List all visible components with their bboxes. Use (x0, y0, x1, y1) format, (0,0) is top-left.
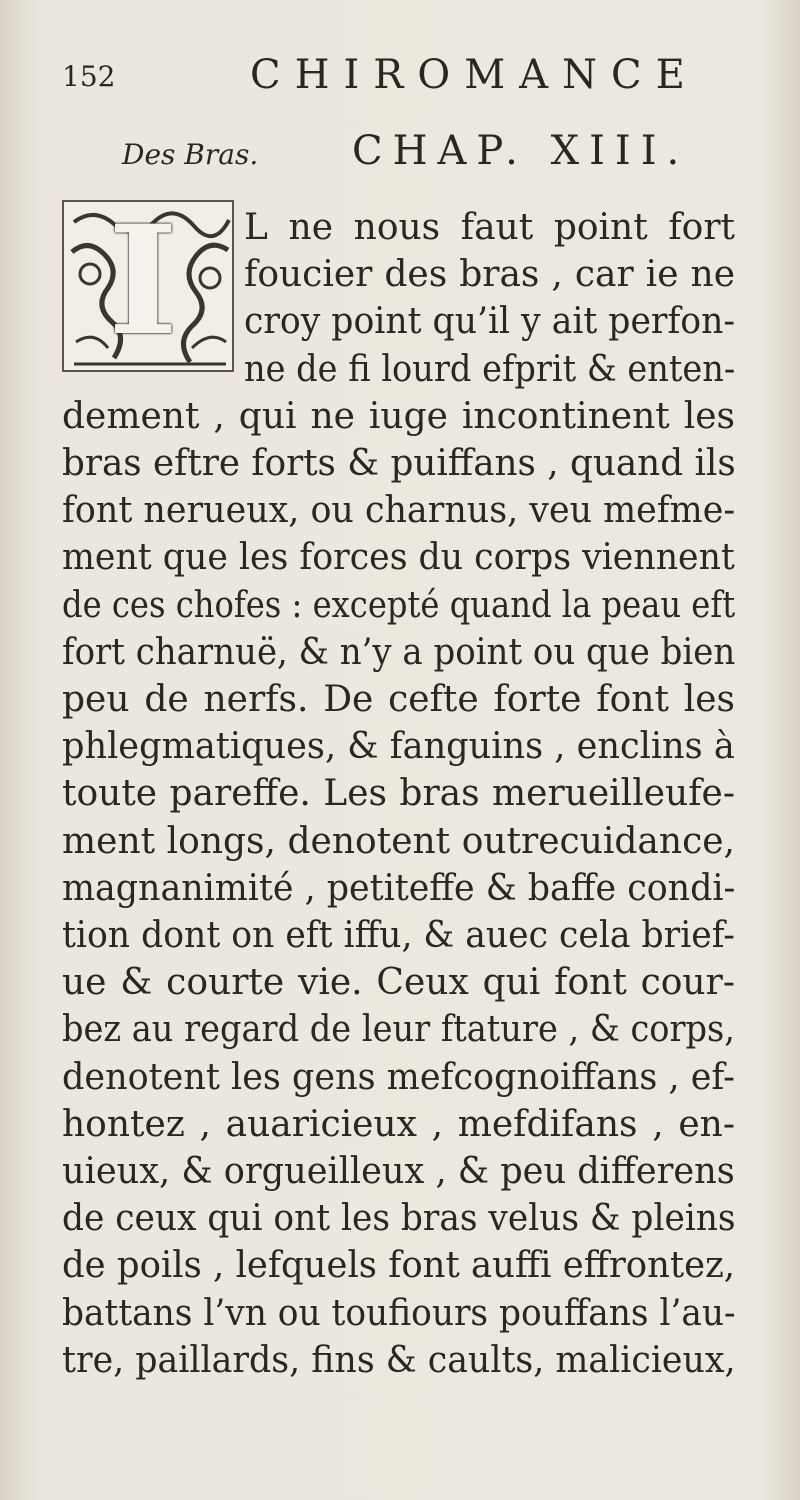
text-line: denotent les gens mefcognoiffans , ef- (62, 1056, 735, 1098)
book-title: CHIROMANCE (250, 52, 699, 98)
chapter-title: CHAP. XIII. (352, 128, 690, 174)
text-line: ue & courte vie. Ceux qui font cour- (62, 962, 735, 1004)
text-line: foucier des bras , car ie ne (244, 254, 735, 296)
text-line: de ceux qui ont les bras velus & pleins (62, 1198, 736, 1240)
text-line: de poils , lefquels font auffi effrontez, (62, 1245, 736, 1287)
chapter-heading (122, 128, 722, 184)
text-line: tion dont on eft iffu, & auec cela brief- (62, 915, 736, 956)
text-line: ment que les forces du corps viennent (62, 537, 735, 579)
text-line: dement , qui ne iuge incontinent les (62, 395, 735, 437)
text-line: phlegmatiques, & fanguins , enclins à (62, 726, 735, 768)
text-line: ment longs, denotent outrecuidance, (62, 820, 735, 862)
text-line: uieux, & orgueilleux , & peu differens (62, 1151, 735, 1192)
running-head (62, 52, 762, 108)
text-line: L ne nous faut point fort (244, 207, 735, 248)
text-line: croy point qu’il y ait perfon- (244, 301, 736, 343)
text-line: magnanimité , petiteffe & baffe condi- (62, 867, 736, 909)
text-line: hontez , auaricieux , mefdifans , en- (62, 1103, 735, 1145)
text-line: peu de nerfs. De cefte forte font les (62, 679, 735, 720)
text-line: ne de fi lourd efprit & enten- (244, 348, 736, 390)
text-line: de ces chofes : excepté quand la peau eft (62, 584, 736, 626)
page-number: 152 (62, 60, 116, 93)
initial-letter: I (108, 200, 179, 369)
text-line: bras eftre forts & puiffans , quand ils (62, 443, 736, 484)
text-line: tre, paillards, fins & caults, malicieux, (62, 1339, 736, 1381)
text-line: font nerueux, ou charnus, veu mefme- (62, 490, 736, 532)
text-line: bez au regard de leur ftature , & corps, (62, 1009, 735, 1051)
margin-note: Des Bras. (122, 138, 259, 171)
text-line: toute pareffe. Les bras merueilleufe- (62, 773, 735, 815)
text-line: fort charnuë, & n’y a point ou que bien (62, 631, 736, 673)
ornamental-initial-icon (62, 200, 234, 372)
text-line: battans l’vn ou toufiours pouffans l’au- (62, 1292, 736, 1334)
